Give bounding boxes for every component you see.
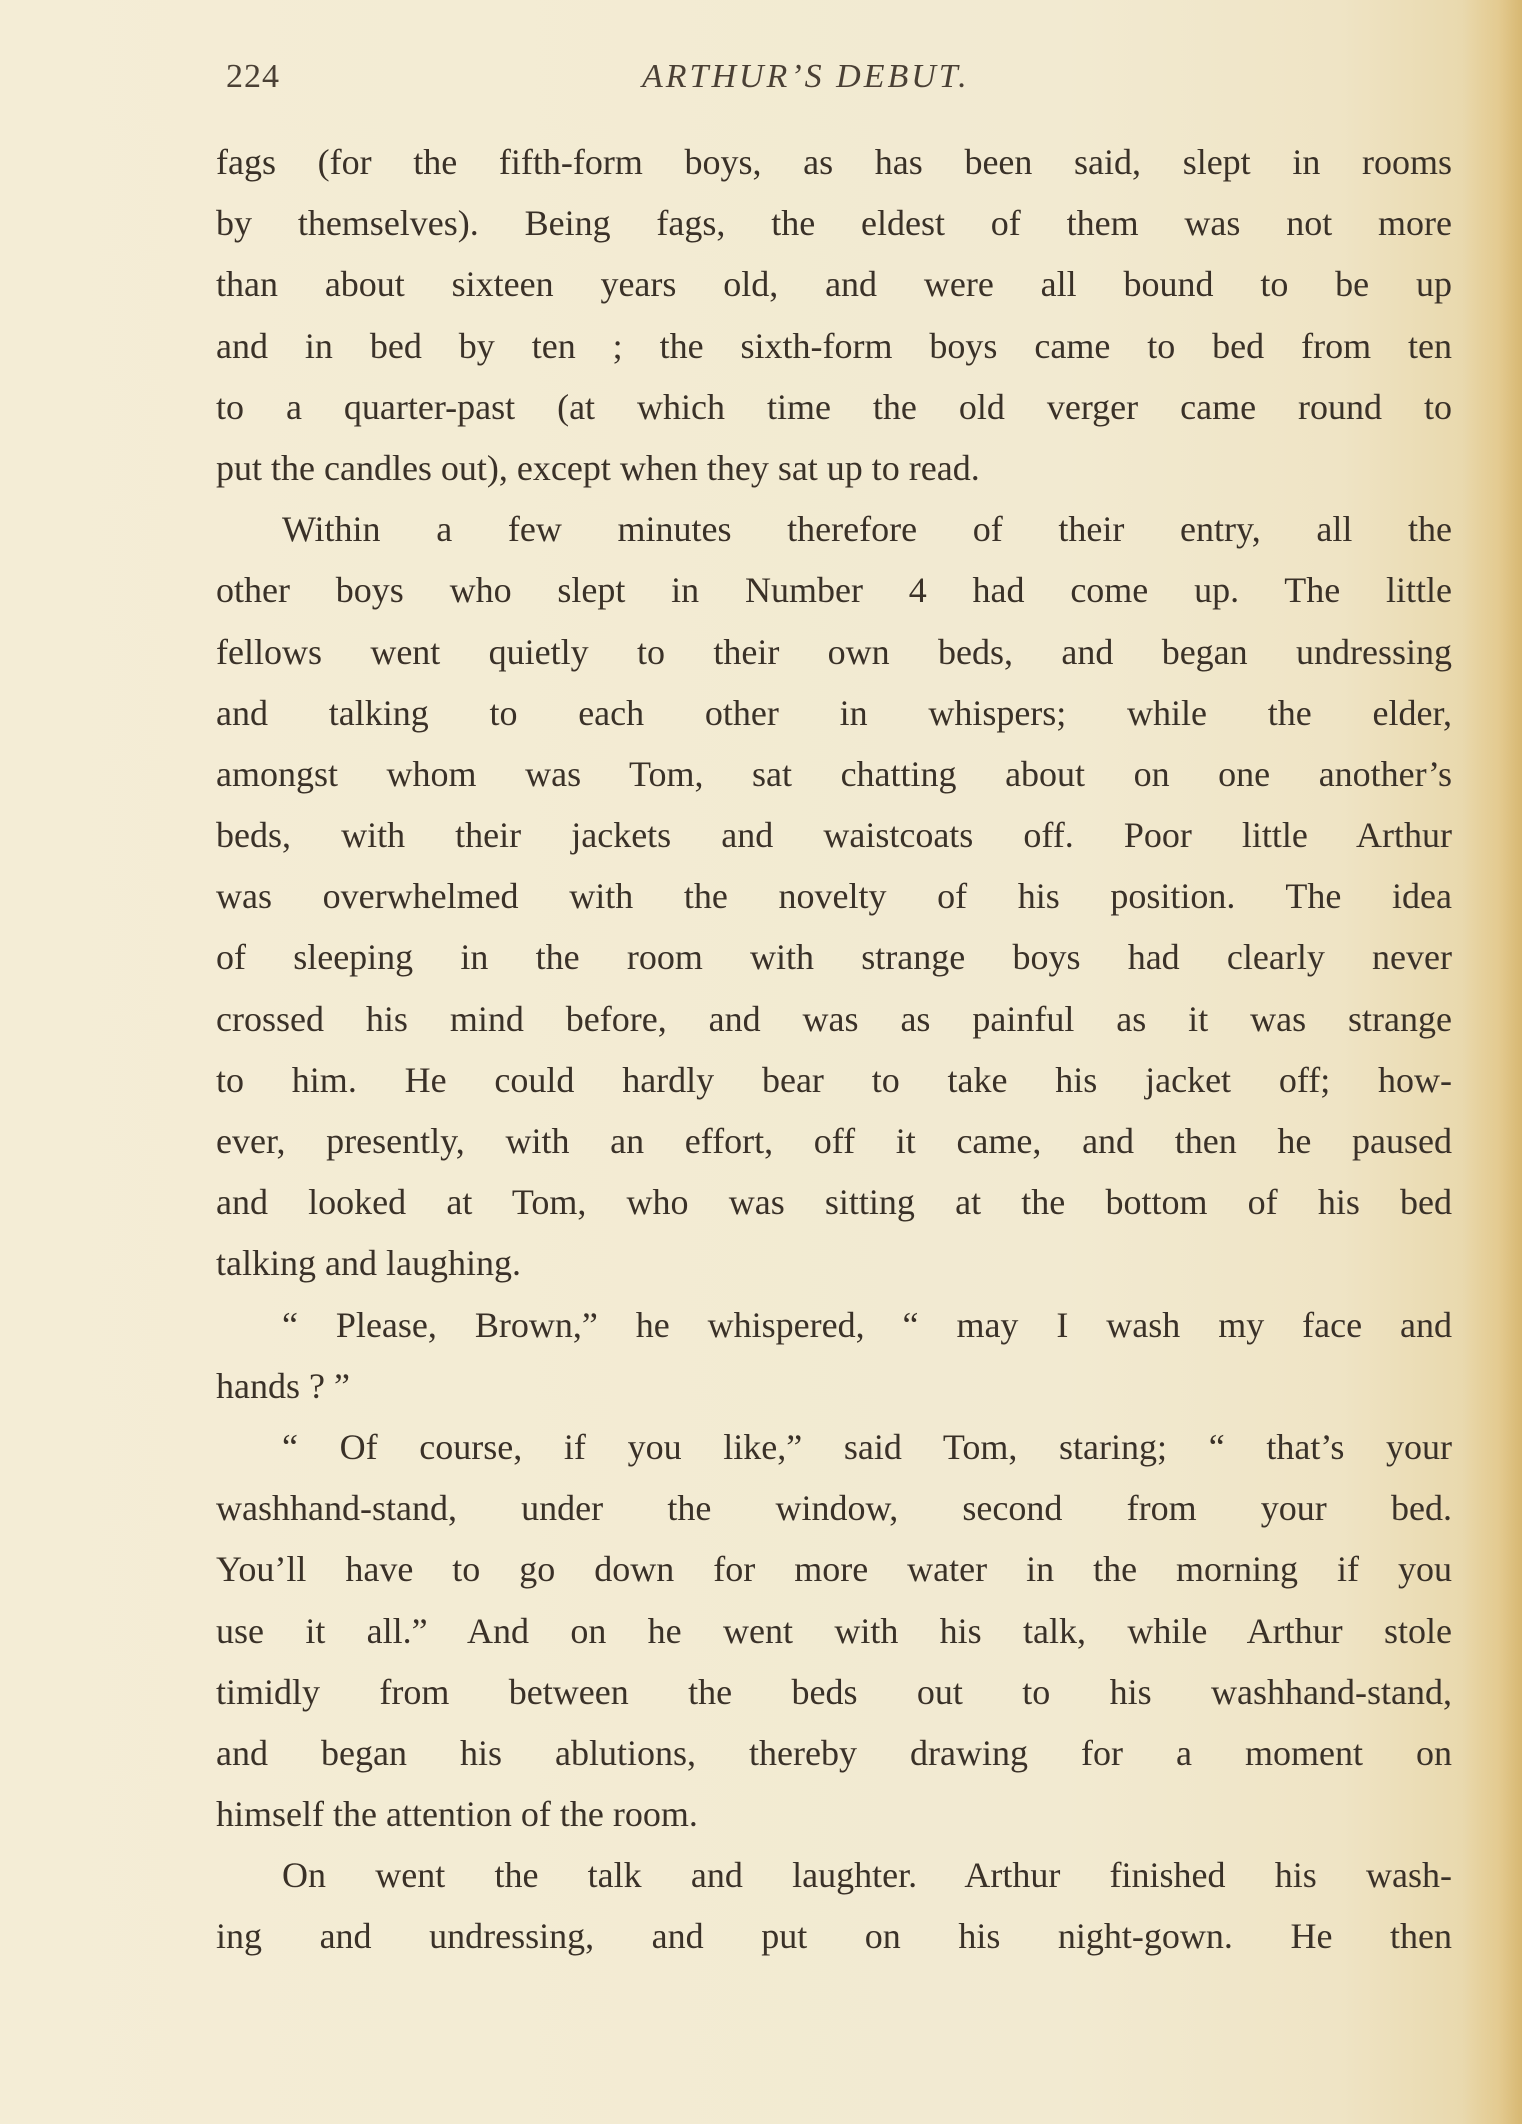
text-line: and began his ablutions, thereby drawing for a moment on (216, 1732, 1452, 1773)
text-line: of sleeping in the room with strange boys had clearly never (216, 937, 1452, 978)
text-line: than about sixteen years old, and were all bound to be up (216, 264, 1452, 305)
text-line: put the candles out), except when they sat up to read. (216, 447, 980, 488)
text-line: fags (for the fifth-form boys, as has been said, slept in rooms (216, 142, 1452, 182)
text-line: talking and laughing. (216, 1243, 521, 1284)
page-number: 224 (226, 58, 280, 95)
text-line: by themselves). Being fags, the eldest of them was not more (216, 203, 1452, 244)
text-line: use it all.” And on he went with his talk, while Arthur stole (216, 1610, 1452, 1651)
text-line: You’ll have to go down for more water in the morning if you (216, 1549, 1452, 1590)
text-line: washhand-stand, under the window, second from your bed. (216, 1488, 1452, 1529)
text-line: crossed his mind before, and was as painful as it was strange (216, 998, 1452, 1039)
text-line: was overwhelmed with the novelty of his position. The idea (216, 876, 1452, 917)
text-line: and looked at Tom, who was sitting at the bottom of his bed (216, 1182, 1452, 1223)
text-line: Within a few minutes therefore of their entry, all the (282, 509, 1452, 550)
running-head: ARTHUR’S DEBUT. (642, 58, 970, 95)
text-line: On went the talk and laughter. Arthur finished his wash- (282, 1855, 1452, 1896)
text-line: fellows went quietly to their own beds, and began undressing (216, 631, 1452, 672)
text-line: and in bed by ten ; the sixth-form boys came to bed from ten (216, 325, 1452, 366)
text-line: amongst whom was Tom, sat chatting about on one another’s (216, 753, 1452, 794)
body-text (216, 132, 1452, 1968)
text-line: ever, presently, with an effort, off it came, and then he paused (216, 1121, 1452, 1161)
text-line: to him. He could hardly bear to take his jacket off; how- (216, 1059, 1452, 1100)
text-line: and talking to each other in whispers; while the elder, (216, 692, 1452, 733)
text-line: “ Of course, if you like,” said Tom, staring; “ that’s your (282, 1426, 1452, 1467)
text-line: ing and undressing, and put on his night-gown. He then (216, 1916, 1452, 1957)
page-header (212, 54, 1452, 104)
text-line: other boys who slept in Number 4 had come up. The little (216, 570, 1452, 611)
text-line: beds, with their jackets and waistcoats off. Poor little Arthur (216, 815, 1452, 856)
text-line: himself the attention of the room. (216, 1794, 698, 1835)
text-line: “ Please, Brown,” he whispered, “ may I wash my face and (282, 1304, 1452, 1345)
text-line: to a quarter-past (at which time the old verger came round to (216, 386, 1452, 427)
text-line: hands ? ” (216, 1365, 350, 1406)
text-line: timidly from between the beds out to his washhand-stand, (216, 1671, 1452, 1712)
page-edge-shadow (1462, 0, 1522, 2124)
